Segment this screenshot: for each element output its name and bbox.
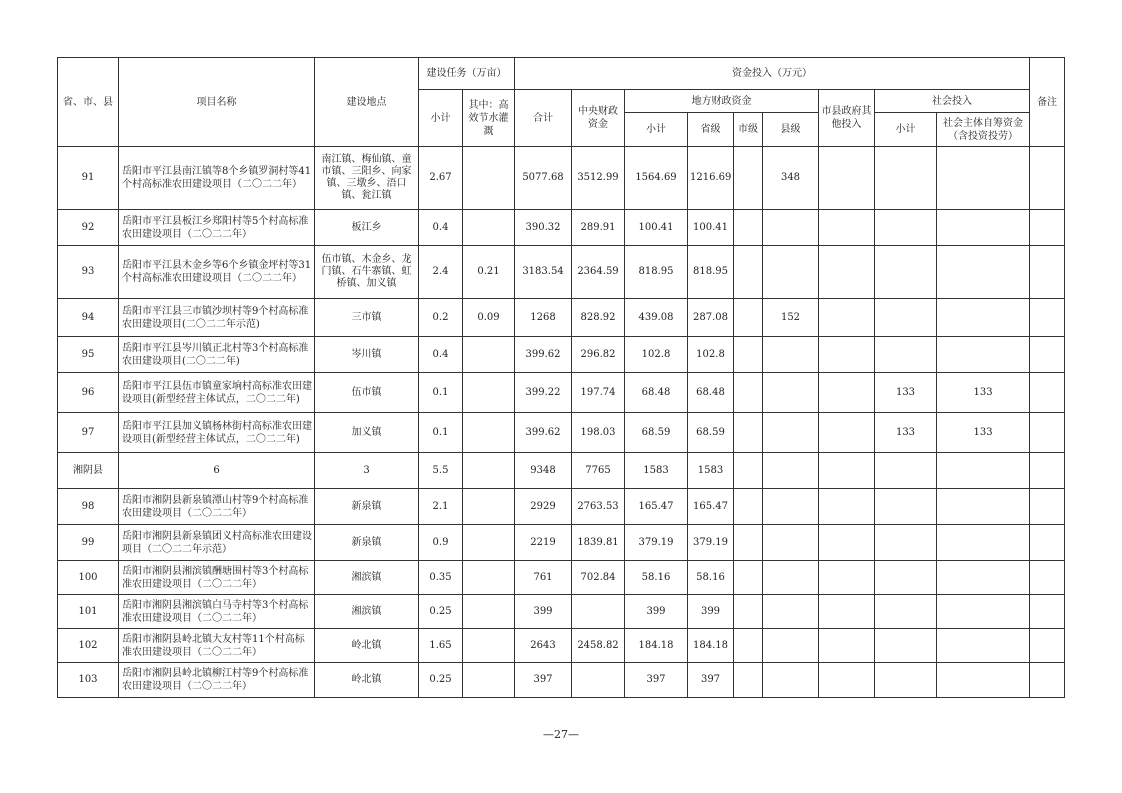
remark [1030, 337, 1065, 373]
local-subtotal: 399 [625, 595, 688, 629]
task-area: 0.1 [419, 373, 463, 413]
funding-table [57, 57, 1065, 698]
task-area: 0.25 [419, 663, 463, 698]
row-id: 94 [58, 299, 119, 337]
row-id: 92 [58, 210, 119, 246]
city-funds [734, 373, 763, 413]
efficient-area [463, 561, 515, 595]
location: 板江乡 [315, 210, 419, 246]
provincial-funds: 68.59 [688, 413, 734, 453]
county-funds [763, 337, 819, 373]
provincial-funds: 184.18 [688, 629, 734, 663]
local-subtotal: 68.48 [625, 373, 688, 413]
remark [1030, 373, 1065, 413]
self-raised-funds [937, 337, 1030, 373]
col-other-gov-header: 市县政府其他投入 [819, 90, 875, 147]
social-subtotal [875, 595, 937, 629]
county-funds: 348 [763, 147, 819, 210]
task-area: 2.67 [419, 147, 463, 210]
location: 南江镇、梅仙镇、童市镇、三阳乡、向家镇、三墩乡、浯口镇、瓮江镇 [315, 147, 419, 210]
total-funds: 2643 [515, 629, 572, 663]
county-funds [763, 413, 819, 453]
efficient-area [463, 525, 515, 561]
location: 加义镇 [315, 413, 419, 453]
county-funds [763, 246, 819, 299]
project-name: 岳阳市平江县岑川镇正北村等3个村高标准农田建设项目(二〇二二年) [119, 337, 315, 373]
project-name: 岳阳市平江县板江乡郑阳村等5个村高标准农田建设项目（二〇二二年） [119, 210, 315, 246]
row-id: 98 [58, 489, 119, 525]
row-id: 96 [58, 373, 119, 413]
remark [1030, 525, 1065, 561]
city-funds [734, 413, 763, 453]
central-funds [572, 595, 625, 629]
provincial-funds: 165.47 [688, 489, 734, 525]
other-gov-funds [819, 373, 875, 413]
self-raised-funds [937, 663, 1030, 698]
city-funds [734, 337, 763, 373]
col-county-header: 省、市、县 [58, 58, 119, 147]
efficient-area [463, 489, 515, 525]
col-funds-header: 资金投入（万元） [515, 58, 1030, 90]
local-subtotal: 102.8 [625, 337, 688, 373]
task-area: 0.25 [419, 595, 463, 629]
local-subtotal: 818.95 [625, 246, 688, 299]
efficient-area: 0.09 [463, 299, 515, 337]
self-raised-funds [937, 595, 1030, 629]
col-local-header: 地方财政资金 [625, 90, 819, 113]
city-funds [734, 147, 763, 210]
project-name: 6 [119, 453, 315, 489]
efficient-area [463, 629, 515, 663]
remark [1030, 663, 1065, 698]
local-subtotal: 165.47 [625, 489, 688, 525]
location: 3 [315, 453, 419, 489]
col-social-subtotal-header: 小计 [875, 113, 937, 147]
central-funds: 702.84 [572, 561, 625, 595]
location: 湘滨镇 [315, 561, 419, 595]
central-funds: 1839.81 [572, 525, 625, 561]
location: 湘滨镇 [315, 595, 419, 629]
row-id: 101 [58, 595, 119, 629]
page-number: —27— [543, 728, 579, 741]
social-subtotal [875, 299, 937, 337]
remark [1030, 489, 1065, 525]
task-area: 1.65 [419, 629, 463, 663]
project-name: 岳阳市平江县加义镇杨林街村高标准农田建设项目(新型经营主体试点，二〇二二年) [119, 413, 315, 453]
county-funds [763, 453, 819, 489]
efficient-area [463, 595, 515, 629]
col-city-header: 市级 [734, 113, 763, 147]
efficient-area [463, 453, 515, 489]
task-area: 0.1 [419, 413, 463, 453]
col-total-header: 合计 [515, 90, 572, 147]
remark [1030, 299, 1065, 337]
table-row [58, 561, 1065, 595]
task-area: 0.35 [419, 561, 463, 595]
city-funds [734, 210, 763, 246]
remark [1030, 413, 1065, 453]
self-raised-funds [937, 525, 1030, 561]
self-raised-funds: 133 [937, 373, 1030, 413]
central-funds: 2763.53 [572, 489, 625, 525]
county-funds [763, 373, 819, 413]
local-subtotal: 1564.69 [625, 147, 688, 210]
provincial-funds: 397 [688, 663, 734, 698]
remark [1030, 147, 1065, 210]
location: 伍市镇 [315, 373, 419, 413]
social-subtotal: 133 [875, 413, 937, 453]
col-self-raised-header: 社会主体自筹资金（含投资投劳） [937, 113, 1030, 147]
city-funds [734, 489, 763, 525]
row-id: 91 [58, 147, 119, 210]
remark [1030, 246, 1065, 299]
summary-row [58, 453, 1065, 489]
total-funds: 3183.54 [515, 246, 572, 299]
provincial-funds: 287.08 [688, 299, 734, 337]
total-funds: 1268 [515, 299, 572, 337]
self-raised-funds [937, 489, 1030, 525]
total-funds: 9348 [515, 453, 572, 489]
other-gov-funds [819, 489, 875, 525]
table-row [58, 373, 1065, 413]
table-row [58, 413, 1065, 453]
col-local-subtotal-header: 小计 [625, 113, 688, 147]
provincial-funds: 1216.69 [688, 147, 734, 210]
provincial-funds: 399 [688, 595, 734, 629]
other-gov-funds [819, 246, 875, 299]
remark [1030, 561, 1065, 595]
city-funds [734, 595, 763, 629]
table-row [58, 489, 1065, 525]
location: 岑川镇 [315, 337, 419, 373]
project-name: 岳阳市湘阴县湘滨镇白马寺村等3个村高标准农田建设项目（二〇二二年） [119, 595, 315, 629]
city-funds [734, 629, 763, 663]
remark [1030, 629, 1065, 663]
county-funds [763, 489, 819, 525]
city-funds [734, 561, 763, 595]
social-subtotal [875, 210, 937, 246]
social-subtotal [875, 629, 937, 663]
row-id: 102 [58, 629, 119, 663]
location: 岭北镇 [315, 629, 419, 663]
county-funds [763, 595, 819, 629]
provincial-funds: 379.19 [688, 525, 734, 561]
central-funds: 296.82 [572, 337, 625, 373]
table-row [58, 210, 1065, 246]
central-funds: 2364.59 [572, 246, 625, 299]
central-funds: 7765 [572, 453, 625, 489]
other-gov-funds [819, 299, 875, 337]
self-raised-funds [937, 629, 1030, 663]
project-name: 岳阳市平江县木金乡等6个乡镇金坪村等31个村高标准农田建设项目（二〇二二年） [119, 246, 315, 299]
central-funds: 198.03 [572, 413, 625, 453]
project-name: 岳阳市平江县南江镇等8个乡镇罗洞村等41个村高标准农田建设项目（二〇二二年） [119, 147, 315, 210]
other-gov-funds [819, 453, 875, 489]
efficient-area [463, 337, 515, 373]
col-remark-header: 备注 [1030, 58, 1065, 147]
social-subtotal [875, 525, 937, 561]
location: 伍市镇、木金乡、龙门镇、石牛寨镇、虹桥镇、加义镇 [315, 246, 419, 299]
total-funds: 761 [515, 561, 572, 595]
row-id: 99 [58, 525, 119, 561]
project-name: 岳阳市湘阴县新泉镇潭山村等9个村高标准农田建设项目（二〇二二年） [119, 489, 315, 525]
location: 新泉镇 [315, 489, 419, 525]
total-funds: 5077.68 [515, 147, 572, 210]
total-funds: 397 [515, 663, 572, 698]
remark [1030, 595, 1065, 629]
county-funds [763, 561, 819, 595]
provincial-funds: 100.41 [688, 210, 734, 246]
other-gov-funds [819, 561, 875, 595]
social-subtotal [875, 561, 937, 595]
self-raised-funds [937, 299, 1030, 337]
remark [1030, 453, 1065, 489]
total-funds: 399.22 [515, 373, 572, 413]
county-funds: 152 [763, 299, 819, 337]
local-subtotal: 100.41 [625, 210, 688, 246]
central-funds: 289.91 [572, 210, 625, 246]
total-funds: 2929 [515, 489, 572, 525]
table-row [58, 246, 1065, 299]
row-id: 湘阴县 [58, 453, 119, 489]
self-raised-funds [937, 453, 1030, 489]
efficient-area [463, 413, 515, 453]
social-subtotal [875, 337, 937, 373]
location: 岭北镇 [315, 663, 419, 698]
col-central-header: 中央财政资金 [572, 90, 625, 147]
provincial-funds: 102.8 [688, 337, 734, 373]
task-area: 0.9 [419, 525, 463, 561]
central-funds: 197.74 [572, 373, 625, 413]
project-name: 岳阳市湘阴县岭北镇柳江村等9个村高标准农田建设项目（二〇二二年） [119, 663, 315, 698]
col-task-subtotal-header: 小计 [419, 90, 463, 147]
central-funds: 2458.82 [572, 629, 625, 663]
local-subtotal: 1583 [625, 453, 688, 489]
col-task-header: 建设任务（万亩） [419, 58, 515, 90]
project-name: 岳阳市湘阴县新泉镇团义村高标准农田建设项目（二〇二二年示范） [119, 525, 315, 561]
other-gov-funds [819, 525, 875, 561]
provincial-funds: 68.48 [688, 373, 734, 413]
other-gov-funds [819, 147, 875, 210]
location: 新泉镇 [315, 525, 419, 561]
self-raised-funds [937, 246, 1030, 299]
other-gov-funds [819, 595, 875, 629]
total-funds: 2219 [515, 525, 572, 561]
table-row [58, 299, 1065, 337]
local-subtotal: 439.08 [625, 299, 688, 337]
table-row [58, 663, 1065, 698]
county-funds [763, 210, 819, 246]
provincial-funds: 1583 [688, 453, 734, 489]
row-id: 95 [58, 337, 119, 373]
efficient-area [463, 147, 515, 210]
city-funds [734, 525, 763, 561]
task-area: 2.4 [419, 246, 463, 299]
row-id: 100 [58, 561, 119, 595]
row-id: 97 [58, 413, 119, 453]
self-raised-funds [937, 561, 1030, 595]
table-row [58, 337, 1065, 373]
col-project-name-header: 项目名称 [119, 58, 315, 147]
task-area: 0.4 [419, 337, 463, 373]
row-id: 103 [58, 663, 119, 698]
remark [1030, 210, 1065, 246]
local-subtotal: 397 [625, 663, 688, 698]
total-funds: 390.32 [515, 210, 572, 246]
local-subtotal: 379.19 [625, 525, 688, 561]
city-funds [734, 663, 763, 698]
other-gov-funds [819, 337, 875, 373]
social-subtotal [875, 453, 937, 489]
total-funds: 399.62 [515, 337, 572, 373]
self-raised-funds [937, 147, 1030, 210]
central-funds [572, 663, 625, 698]
task-area: 5.5 [419, 453, 463, 489]
task-area: 0.4 [419, 210, 463, 246]
total-funds: 399.62 [515, 413, 572, 453]
project-name: 岳阳市平江县三市镇沙坝村等9个村高标准农田建设项目(二〇二二年示范) [119, 299, 315, 337]
social-subtotal [875, 147, 937, 210]
location: 三市镇 [315, 299, 419, 337]
local-subtotal: 184.18 [625, 629, 688, 663]
social-subtotal [875, 246, 937, 299]
central-funds: 828.92 [572, 299, 625, 337]
project-name: 岳阳市湘阴县湘滨镇酬塘围村等3个村高标准农田建设项目（二〇二二年） [119, 561, 315, 595]
col-county-level-header: 县级 [763, 113, 819, 147]
self-raised-funds: 133 [937, 413, 1030, 453]
table-row [58, 629, 1065, 663]
table-row [58, 525, 1065, 561]
central-funds: 3512.99 [572, 147, 625, 210]
city-funds [734, 246, 763, 299]
county-funds [763, 525, 819, 561]
project-name: 岳阳市平江县伍市镇童家垧村高标准农田建设项目(新型经营主体试点，二〇二二年) [119, 373, 315, 413]
col-location-header: 建设地点 [315, 58, 419, 147]
county-funds [763, 629, 819, 663]
other-gov-funds [819, 413, 875, 453]
task-area: 2.1 [419, 489, 463, 525]
provincial-funds: 58.16 [688, 561, 734, 595]
efficient-area [463, 373, 515, 413]
other-gov-funds [819, 210, 875, 246]
total-funds: 399 [515, 595, 572, 629]
table-row [58, 595, 1065, 629]
efficient-area [463, 210, 515, 246]
col-social-header: 社会投入 [875, 90, 1030, 113]
provincial-funds: 818.95 [688, 246, 734, 299]
county-funds [763, 663, 819, 698]
col-provincial-header: 省级 [688, 113, 734, 147]
social-subtotal [875, 663, 937, 698]
self-raised-funds [937, 210, 1030, 246]
local-subtotal: 68.59 [625, 413, 688, 453]
col-efficient-header: 其中：高效节水灌溉 [463, 90, 515, 147]
table-row [58, 147, 1065, 210]
city-funds [734, 453, 763, 489]
local-subtotal: 58.16 [625, 561, 688, 595]
efficient-area [463, 663, 515, 698]
other-gov-funds [819, 629, 875, 663]
row-id: 93 [58, 246, 119, 299]
social-subtotal: 133 [875, 373, 937, 413]
task-area: 0.2 [419, 299, 463, 337]
efficient-area: 0.21 [463, 246, 515, 299]
other-gov-funds [819, 663, 875, 698]
city-funds [734, 299, 763, 337]
project-name: 岳阳市湘阴县岭北镇大友村等11个村高标准农田建设项目（二〇二二年） [119, 629, 315, 663]
social-subtotal [875, 489, 937, 525]
